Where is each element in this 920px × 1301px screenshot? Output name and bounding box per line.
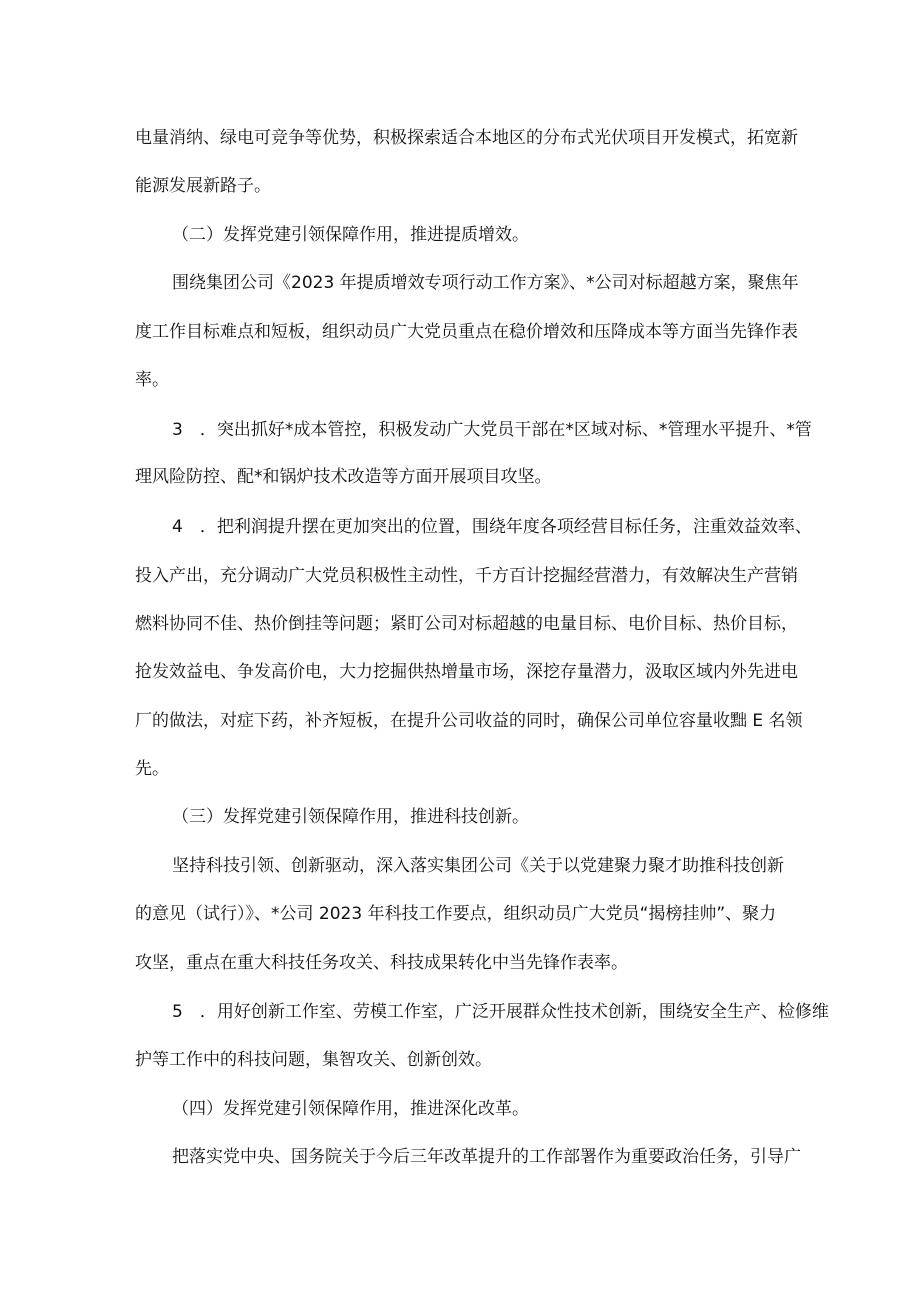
list-item-line: 3 ．突出抓好*成本管控，积极发动广大党员干部在*区域对标、*管理水平提升、*管: [172, 420, 812, 440]
text-line: 先。: [135, 759, 169, 779]
text-line: 电量消纳、绿电可竞争等优势，积极探索适合本地区的分布式光伏项目开发模式，拓宽新: [135, 128, 798, 148]
text-line: 攻坚，重点在重大科技任务攻关、科技成果转化中当先锋作表率。: [135, 953, 628, 973]
text-line: 坚持科技引领、创新驱动，深入落实集团公司《关于以党建聚力聚才助推科技创新: [172, 856, 784, 876]
text-line: 理风险防控、配*和锅炉技术改造等方面开展项目攻坚。: [135, 467, 552, 487]
text-line: 能源发展新路子。: [135, 176, 271, 196]
text-line: 的意见（试行）》、*公司 2023 年科技工作要点，组织动员广大党员“揭榜挂帅”、聚力: [135, 904, 777, 924]
section-heading: （二）发挥党建引领保障作用，推进提质增效。: [172, 225, 529, 245]
list-item-line: 5 ．用好创新工作室、劳模工作室，广泛开展群众性技术创新，围绕安全生产、检修维: [172, 1002, 829, 1022]
text-line: 围绕集团公司《2023 年提质增效专项行动工作方案》、*公司对标超越方案，聚焦年: [172, 273, 799, 293]
text-line: 度工作目标难点和短板，组织动员广大党员重点在稳价增效和压降成本等方面当先锋作表: [135, 322, 798, 342]
text-line: 燃料协同不佳、热价倒挂等问题；紧盯公司对标超越的电量目标、电价目标、热价目标，: [135, 614, 798, 634]
text-line: 投入产出，充分调动广大党员积极性主动性，千方百计挖掘经营潜力，有效解决生产营销: [135, 566, 798, 586]
text-line: 厂的做法，对症下药，补齐短板，在提升公司收益的同时，确保公司单位容量收黜 E 名领: [135, 711, 803, 731]
text-line: 把落实党中央、国务院关于今后三年改革提升的工作部署作为重要政治任务，引导广: [172, 1147, 801, 1167]
text-line: 率。: [135, 370, 169, 390]
text-line: 抢发效益电、争发高价电，大力挖掘供热增量市场，深挖存量潜力，汲取区域内外先进电: [135, 662, 798, 682]
list-item-line: 4 ．把利润提升摆在更加突出的位置，围绕年度各项经营目标任务，注重效益效率、: [172, 517, 812, 537]
section-heading: （三）发挥党建引领保障作用，推进科技创新。: [172, 807, 529, 827]
text-line: 护等工作中的科技问题，集智攻关、创新创效。: [135, 1050, 492, 1070]
section-heading: （四）发挥党建引领保障作用，推进深化改革。: [172, 1099, 529, 1119]
